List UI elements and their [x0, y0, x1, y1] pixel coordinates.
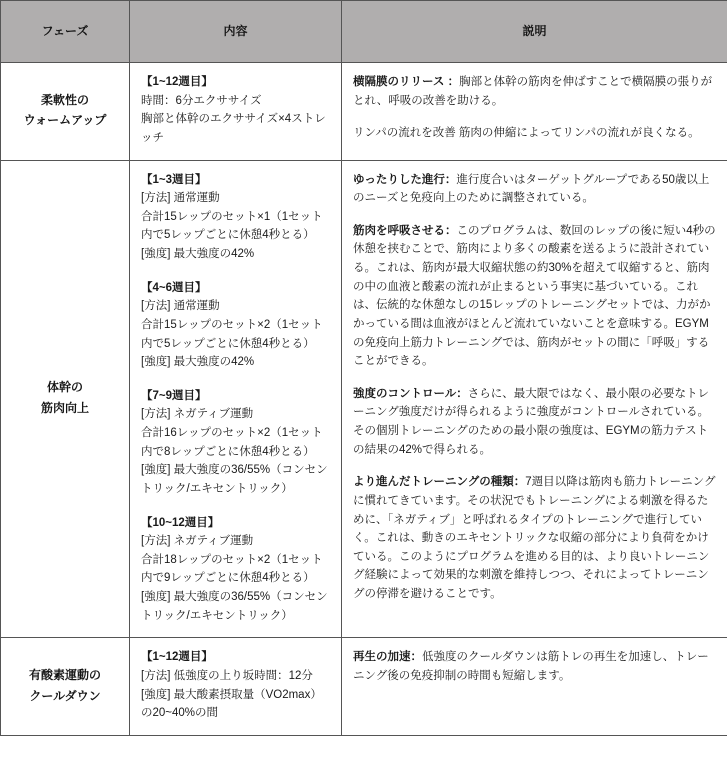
content-block: [141, 73, 330, 148]
content-block-title: 【1~12週目】: [141, 651, 213, 664]
content-block-title: 【7~9週目】: [141, 389, 207, 402]
content-block-line: [方法] ネガティブ運動: [141, 535, 254, 548]
description-text: さらに、最大限ではなく、最小限の必要なトレーニング強度だけが得られるように強度がコントロールされている。その個別トレーニングのための最小限の強度は、EGYMの筋力テストの結果の42%で得られる。: [353, 387, 710, 456]
table-row: [1, 160, 727, 638]
column-header-phase: フェーズ: [1, 1, 130, 63]
description-block: [353, 73, 716, 110]
content-cell: [130, 160, 342, 638]
description-block: [353, 124, 716, 143]
description-block: [353, 648, 716, 685]
description-cell: [342, 63, 727, 161]
content-block-line: 合計15レップのセット×2（1セット内で5レップごとに休憩4秒とる）: [141, 318, 323, 350]
content-block-line: [方法] ネガティブ運動: [141, 408, 254, 421]
description-cell: [342, 160, 727, 638]
column-header-content: 内容: [130, 1, 342, 63]
content-block: [141, 387, 330, 499]
table-row: [1, 63, 727, 161]
description-lead: ゆったりした進行：: [353, 173, 457, 186]
table-header: [1, 1, 727, 63]
content-block-line: 胸部と体幹のエクササイズ×4ストレッチ: [141, 113, 326, 144]
phase-cell: [1, 160, 130, 638]
content-block-line: [方法] 通常運動: [141, 192, 220, 205]
description-cell: [342, 638, 727, 736]
description-lead: 横隔膜のリリース ：: [353, 76, 460, 88]
phase-label-line: 筋肉向上: [40, 400, 89, 415]
content-cell: [130, 638, 342, 736]
phase-label-line: 体幹の: [46, 380, 83, 395]
phase-cell: [1, 638, 130, 736]
content-block-title: 【1~3週目】: [141, 173, 207, 186]
description-block: [353, 385, 716, 460]
content-block-line: [強度] 最大強度の42%: [141, 356, 255, 369]
content-block-title: 【10~12週目】: [141, 516, 220, 529]
content-block-line: [強度] 最大強度の36/55%（コンセントリック/エキセントリック）: [141, 464, 328, 495]
phase-cell: [1, 63, 130, 161]
content-block-line: 時間：6分エクササイズ: [141, 94, 262, 107]
content-block-line: 合計18レップのセット×2（1セット内で9レップごとに休憩4秒とる）: [141, 553, 323, 585]
content-block-line: [強度] 最大酸素摂取量（VO2max）の20~40%の間: [141, 688, 322, 720]
table-row: [1, 638, 727, 736]
content-block: [141, 279, 330, 372]
description-block: [353, 473, 716, 603]
content-block-line: [方法] 低強度の上り坂時間：12分: [141, 669, 313, 682]
column-header-description: 説明: [342, 1, 727, 63]
description-block: [353, 222, 716, 371]
content-block-line: [方法] 通常運動: [141, 300, 220, 313]
description-lead: より進んだトレーニングの種類：: [353, 476, 526, 489]
content-block-line: 合計16レップのセット×2（1セット内で8レップごとに休憩4秒とる）: [141, 427, 323, 458]
phase-label-line: クールダウン: [29, 688, 101, 703]
content-block-line: [強度] 最大強度の36/55%（コンセントリック/エキセントリック）: [141, 591, 328, 622]
description-text: 進行度合いはターゲットグループである50歳以上のニーズと免疫向上のために調整されている。: [353, 173, 710, 205]
description-text: 胸部と体幹の筋肉を伸ばすことで横隔膜の張りがとれ、呼吸の改善を助ける。: [353, 76, 713, 107]
content-cell: [130, 63, 342, 161]
phase-label-line: 柔軟性の: [40, 92, 89, 107]
description-text: 低強度のクールダウンは筋トレの再生を加速し、トレーニング後の免疫抑制の時間も短縮します。: [353, 651, 709, 682]
description-text: リンパの流れを改善 筋肉の伸縮によってリンパの流れが良くなる。: [353, 127, 700, 140]
phase-label-line: ウォームアップ: [23, 113, 107, 128]
description-lead: 再生の加速：: [353, 651, 422, 664]
description-text: 7週目以降は筋肉も筋力トレーニングに慣れてきています。その状況でもトレーニングによる刺激を得るために、「ネガティブ」と呼ばれるタイプのトレーニングで進行していく。これは、動きのエキセントリックな収縮の部分により負荷をかけている。このようにプログラムを進める目的は、より良いトレーニング経験によって効果的な刺激を維持しつつ、それによってトレーニングの停滞を避けることです。: [353, 476, 716, 600]
content-block-line: [強度] 最大強度の42%: [141, 248, 255, 260]
description-lead: 強度のコントロール：: [353, 387, 468, 400]
content-block: [141, 514, 330, 626]
description-text: このプログラムは、数回のレップの後に短い4秒の休憩を挟むことで、筋肉により多くの酸素を送るように設計されている。これは、筋肉が最大収縮状態の約30%を超えて収縮すると、筋肉の中の血液と酸素の流れが止まるという事実に基づいている。これは、伝統的な休憩なしの15レップのトレーニングセットでは、力がかかっている間は血液がほとんど流れていないことを意味する。EGYMの免疫向上筋力トレーニングでは、筋肉がセットの間に「呼吸」することができる。: [353, 224, 716, 368]
content-block-title: 【4~6週目】: [141, 281, 207, 294]
content-block: [141, 171, 330, 264]
content-block-line: 合計15レップのセット×1（1セット内で5レップごとに休憩4秒とる）: [141, 210, 323, 242]
content-block: [141, 648, 330, 723]
table-body: [1, 63, 727, 736]
description-lead: 筋肉を呼吸させる：: [353, 224, 457, 237]
content-block-title: 【1~12週目】: [141, 76, 213, 88]
table-header-row: [1, 1, 727, 63]
phase-label-line: 有酸素運動の: [28, 668, 101, 683]
description-block: [353, 171, 716, 208]
